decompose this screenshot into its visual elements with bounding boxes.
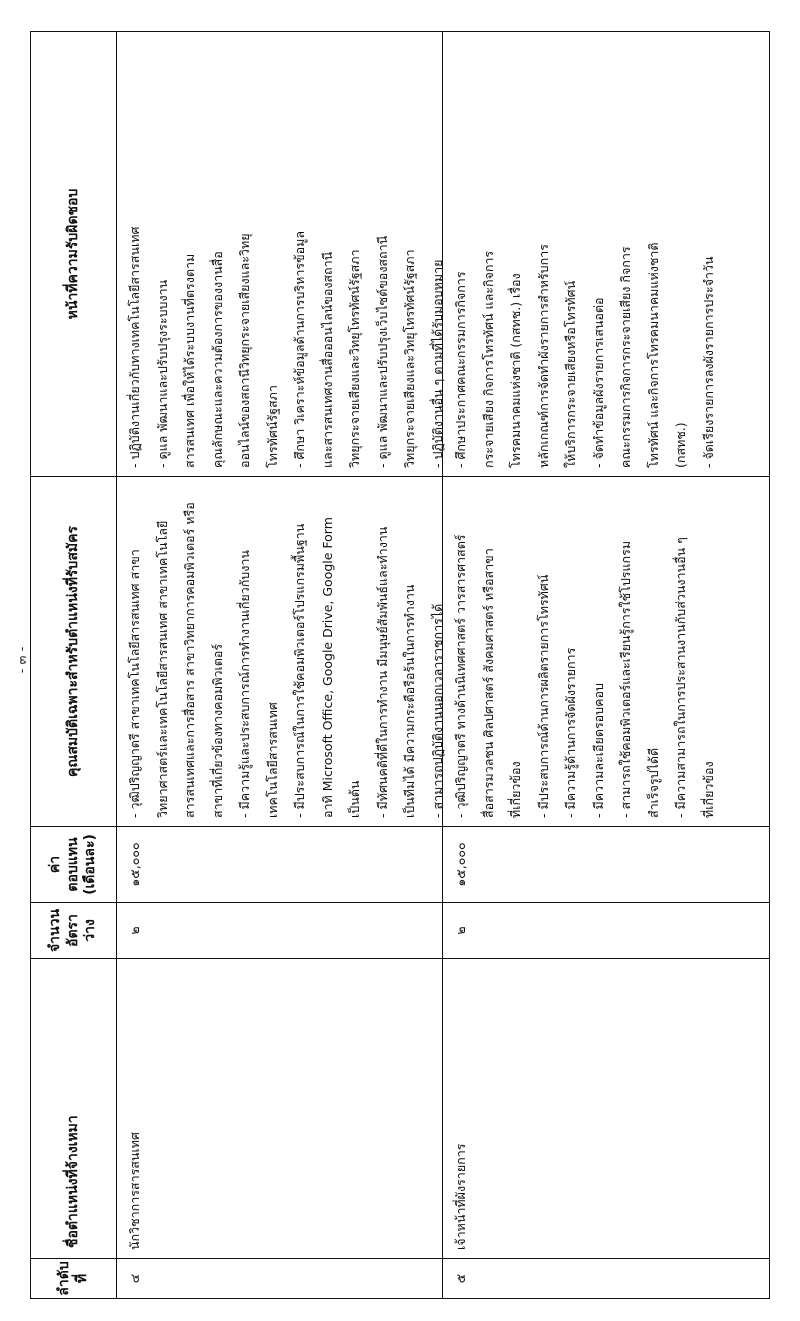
- row-count: ๒: [117, 902, 455, 958]
- qualification-line: สารสนเทศและการสื่อสาร สาขาวิทยาการคอมพิวเตอร์ หรือ: [182, 502, 197, 818]
- duty-line: โทรคมนาคมแห่งชาติ (กสทช.) เรื่อง: [508, 273, 523, 468]
- duty-line: - ปฏิบัติงานอื่น ๆ ตามที่ได้รับมอบหมาย: [429, 259, 445, 468]
- duty-line: สารสนเทศ เพื่อให้ได้ระบบงานที่ตรงตาม: [182, 253, 197, 468]
- qualification-line: - วุฒิปริญญาตรี สาขาเทคโนโลยีสารสนเทศ สาขา: [127, 549, 142, 818]
- qualification-line: สำเร็จรูปได้ดี: [645, 747, 661, 818]
- row-no: ๔: [117, 1258, 455, 1298]
- duty-line: - ดูแล พัฒนาและปรับปรุงเว็บไซต์ของสถานี: [374, 235, 390, 468]
- qualification-line: สื่อสารมวลชน ศิลปศาสตร์ สังคมศาสตร์ หรือสาขา: [480, 548, 496, 818]
- duty-line: - ศึกษาประกาศคณะกรรมการกิจการ: [453, 271, 468, 468]
- qualification-line: - มีความละเอียดรอบคอบ: [590, 683, 606, 818]
- row-pay: ๑๕,๐๐๐: [443, 826, 769, 902]
- duty-line: คุณลักษณะและความต้องการของงานสื่อ: [209, 251, 225, 468]
- row-qualifications: [443, 476, 769, 826]
- header-duties: หน้าที่ความรับผิดชอบ: [64, 188, 81, 320]
- row-qualifications: [117, 476, 455, 826]
- qualification-line: เทคโนโลยีสารสนเทศ: [264, 702, 280, 818]
- duty-line: - จัดทำข้อมูลผังรายการเสนอต่อ: [590, 297, 606, 468]
- header-count: จำนวนอัตราว่าง: [31, 902, 116, 958]
- row-pay: ๑๕,๐๐๐: [117, 826, 455, 902]
- duty-line: ออนไลน์ของสถานีวิทยุกระจายเสียงและวิทยุ: [237, 233, 252, 468]
- qualification-line: - มีประสบการณ์ในการใช้คอมพิวเตอร์โปรแกรมพื้นฐาน: [292, 523, 307, 818]
- duty-line: - ดูแล พัฒนาและปรับปรุงระบบงาน: [154, 279, 170, 468]
- duty-line: วิทยุกระจายเสียงและวิทยุโทรทัศน์รัฐสภา: [402, 249, 417, 468]
- qualification-line: - มีทัศนคติที่ดีในการทำงาน มีมนุษย์สัมพันธ์และทำงาน: [374, 526, 390, 818]
- duty-line: (กสทช.): [673, 422, 688, 468]
- qualification-line: - มีประสบการณ์ด้านการผลิตรายการโทรทัศน์: [535, 574, 551, 818]
- duty-line: - ศึกษา วิเคราะห์ข้อมูลด้านการบริหารข้อมูล: [292, 230, 307, 468]
- qualification-line: - สามารถปฏิบัติงานนอกเวลาราชการได้: [429, 603, 445, 818]
- qualification-line: วิทยาศาสตร์และเทคโนโลยีสารสนเทศ สาขาเทคโนโลยี: [154, 520, 170, 818]
- qualification-line: - สามารถใช้คอมพิวเตอร์และเรียนรู้การใช้โปรแกรม: [618, 540, 633, 818]
- duty-line: และสารสนเทศงานสื่อออนไลน์ของสถานี: [319, 251, 335, 468]
- duty-line: โทรทัศน์ และกิจการโทรคมนาคมแห่งชาติ: [645, 242, 661, 468]
- duty-line: ให้บริการกระจายเสียงหรือโทรทัศน์: [563, 280, 578, 468]
- duty-line: วิทยุกระจายเสียงและวิทยุโทรทัศน์รัฐสภา: [347, 249, 362, 468]
- row-duties: [117, 32, 455, 476]
- duty-line: คณะกรรมการกิจการกระจายเสียง กิจการ: [618, 246, 633, 468]
- qualification-line: - มีความสามารถในการประสานงานกับส่วนงานอื่น ๆ: [673, 537, 688, 818]
- row-count: ๒: [443, 902, 769, 958]
- qualification-line: สาขาที่เกี่ยวข้องทางคอมพิวเตอร์: [209, 643, 225, 818]
- row-duties: [443, 32, 769, 476]
- table-row: [117, 32, 443, 1298]
- row-no: ๕: [443, 1258, 769, 1298]
- page-number: - ๓ -: [14, 646, 30, 674]
- header-position: ชื่อตำแหน่งที่จ้างเหมา: [31, 958, 116, 1258]
- qualification-line: - มีความรู้ด้านการจัดผังรายการ: [563, 647, 578, 818]
- qualification-line: ที่เกี่ยวข้อง: [700, 761, 716, 818]
- qualification-line: - วุฒิปริญญาตรี ทางด้านนิเทศศาสตร์ วารสารศาสตร์: [453, 534, 468, 818]
- qualification-line: ที่เกี่ยวข้อง: [508, 761, 523, 818]
- table-header: [31, 32, 117, 1298]
- row-position: เจ้าหน้าที่ผังรายการ: [443, 958, 769, 1258]
- header-pay: ค่าตอบแทน (เดือนละ): [31, 826, 116, 902]
- duty-line: โทรทัศน์รัฐสภา: [264, 385, 280, 468]
- header-qualifications: คุณสมบัติเฉพาะสำหรับตำแหน่งที่รับสมัคร: [31, 476, 116, 826]
- table-row: [443, 32, 769, 1298]
- duty-line: กระจายเสียง กิจการโทรทัศน์ และกิจการ: [480, 250, 496, 468]
- header-no: ลำดับที่: [31, 1258, 116, 1298]
- duty-line: - ปฏิบัติงานเกี่ยวกับทางเทคโนโลยีสารสนเทศ: [127, 226, 142, 468]
- job-table: [30, 31, 770, 1299]
- qualification-line: - มีความรู้และประสบการณ์การทำงานเกี่ยวกับงาน: [237, 550, 252, 818]
- row-position: นักวิชาการสารสนเทศ: [117, 958, 455, 1258]
- duty-line: - จัดเรียงรายการลงผังรายการประจำวัน: [700, 256, 716, 468]
- qualification-line: เป็นทีมได้ มีความกระตือรือร้นในการทำงาน: [402, 584, 417, 818]
- qualification-line: เป็นต้น: [347, 780, 362, 818]
- qualification-line: อาทิ Microsoft Office, Google Drive, Google Form: [319, 517, 335, 818]
- duty-line: หลักเกณฑ์การจัดทำผังรายการสำหรับการ: [535, 244, 551, 468]
